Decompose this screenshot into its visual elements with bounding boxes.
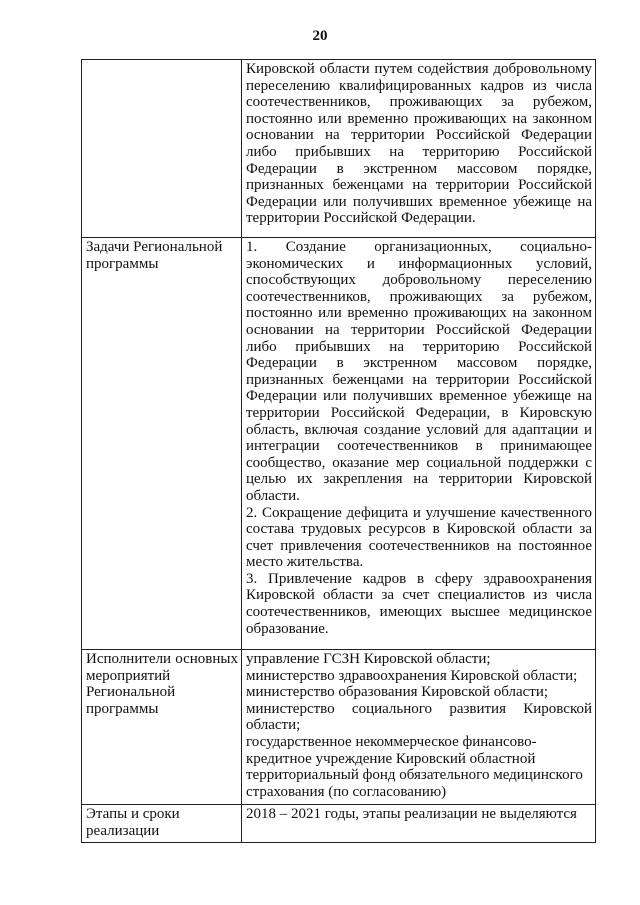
executor-item-1: управление ГСЗН Кировской области; [246, 651, 491, 667]
program-passport-table [81, 59, 596, 843]
table-row-goal-continuation [82, 60, 596, 238]
executor-item-3: министерство образования Кировской области; [246, 684, 549, 701]
row-label-empty [82, 60, 242, 238]
table-row-executors [82, 650, 596, 805]
executor-item-5: государственное некоммерческое финансово-кредитное учреждение Кировский областной территориальный фонд обязательного медицинского страхования (по согласованию) [246, 733, 583, 800]
executor-item-4: министерство социального развития Кировской области; [246, 700, 592, 734]
row-content-executors [242, 650, 596, 805]
table-row-stages [82, 805, 596, 843]
row-label-executors: Исполнители основных мероприятий Региональной программы [82, 650, 242, 805]
row-content-stages [242, 805, 596, 843]
task-item-1: 1. Создание организационных, социально-экономических и информационных условий, способствующих добровольному переселению соотечественников, проживающих за рубежом, постоянно или временно проживающих на законном основании на территории Российской Федерации либо прибывших на территорию Российской Федерации в экстренном массовом порядке, признанных беженцами на территории Российской Федерации или получивших временное убежище на территории Российской Федерации, в Кировскую область, включая создание условий для адаптации и интеграции соотечественников в принимающее сообщество, оказание мер социальной поддержки с целью их закрепления на территории Кировской области. [246, 239, 592, 504]
row-label-stages: Этапы и сроки реализации [82, 805, 242, 843]
executor-item-2: министерство здравоохранения Кировской области; [246, 667, 578, 684]
task-item-2: 2. Сокращение дефицита и улучшение качественного состава трудовых ресурсов в Кировской области за счет привлечения соотечественников на постоянное место жительства. [246, 504, 592, 571]
goal-text: Кировской области путем содействия добровольному переселению квалифицированных кадров из числа соотечественников, проживающих за рубежом, постоянно или временно проживающих на законном основании на территории Российской Федерации либо прибывших на территорию Российской Федерации в экстренном массовом порядке, признанных беженцами на территории Российской Федерации или получивших временное убежище на территории Российской Федерации. [246, 61, 592, 227]
row-content-goal [242, 60, 596, 238]
task-item-3: 3. Привлечение кадров в сферу здравоохранения Кировской области за счет специалистов из числа соотечественников, имеющих высшее медицинское образование. [246, 570, 592, 637]
row-label-tasks: Задачи Региональной программы [82, 238, 242, 650]
stages-text: 2018 – 2021 годы, этапы реализации не выделяются [246, 806, 577, 822]
table-row-tasks [82, 238, 596, 650]
row-content-tasks [242, 238, 596, 650]
page-number: 20 [312, 28, 328, 44]
